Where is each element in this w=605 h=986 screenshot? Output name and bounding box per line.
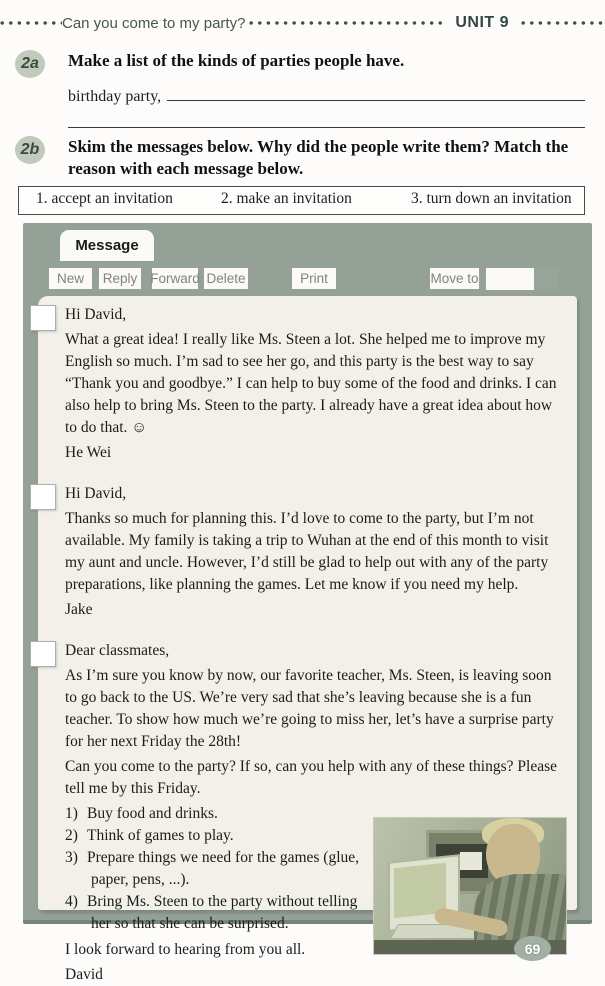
message-closing: I look forward to hearing from you all. — [65, 941, 306, 958]
answer-blank-line-1 — [167, 86, 585, 101]
dotted-rule-middle — [249, 20, 445, 26]
exercise-2a-badge: 2a — [15, 50, 45, 78]
message-he-wei — [65, 304, 567, 464]
message-checkbox[interactable] — [30, 484, 56, 510]
reason-turn-down: 3. turn down an invitation — [411, 190, 572, 207]
exercise-2a — [0, 50, 585, 128]
exercise-2a-answer-row — [68, 86, 585, 106]
exercise-2b — [0, 136, 585, 180]
message-checkbox[interactable] — [30, 305, 56, 331]
message-signature: David — [65, 966, 103, 983]
message-signature: He Wei — [65, 444, 112, 461]
list-item: 1) Buy food and drinks. — [65, 805, 218, 822]
message-greeting: Hi David, — [65, 485, 127, 502]
photo-frame — [460, 852, 482, 870]
tab-message[interactable]: Message — [60, 230, 154, 261]
reasons-box — [18, 186, 585, 215]
message-paragraph-1: As I’m sure you know by now, our favorite teacher, Ms. Steen, is leaving soon to go back to the US. We’re very sad that she’s leaving because she is a fun teacher. To show how much we’re going to miss her, let’s have a surprise party for her next Friday the 28th! — [65, 667, 554, 750]
forward-button[interactable]: Forward — [151, 267, 199, 290]
reply-button[interactable]: Reply — [98, 267, 142, 290]
move-to-dropdown[interactable] — [485, 267, 559, 291]
list-item: 3) Prepare things we need for the games (glue, paper, pens, ...). — [65, 849, 360, 888]
message-greeting: Dear classmates, — [65, 642, 170, 659]
dropdown-arrow-button[interactable] — [534, 268, 558, 290]
message-paragraph-2: Can you come to the party? If so, can you help with any of these things? Please tell me by this Friday. — [65, 758, 557, 797]
exercise-2a-prompt: birthday party, — [68, 88, 162, 105]
delete-button[interactable]: Delete — [203, 267, 249, 290]
list-item: 2) Think of games to play. — [65, 827, 234, 844]
page-number-badge: 69 — [514, 936, 551, 961]
new-button[interactable]: New — [48, 267, 93, 290]
exercise-2a-instruction: Make a list of the kinds of parties people have. — [68, 51, 405, 70]
message-body: Thanks so much for planning this. I’d love to come to the party, but I’m not available. My family is taking a trip to Wuhan at the end of this month to visit my aunt and uncle. However, I’d still be glad to help out with any of the party preparations, like planning the games. Let me know if you need my help. — [65, 510, 549, 593]
message-greeting: Hi David, — [65, 306, 127, 323]
unit-label: UNIT 9 — [455, 14, 509, 31]
exercise-2b-instruction: Skim the messages below. Why did the people write them? Match the reason with each message below. — [68, 137, 569, 178]
dotted-rule-left — [0, 20, 62, 26]
answer-blank-line-2 — [68, 127, 585, 128]
page-header-title: Can you come to my party? — [62, 14, 246, 32]
reason-make: 2. make an invitation — [221, 190, 352, 207]
message-jake — [65, 483, 567, 621]
message-checkbox[interactable] — [30, 641, 56, 667]
message-signature: Jake — [65, 601, 93, 618]
page-header — [0, 12, 605, 34]
message-david — [65, 640, 567, 986]
move-to-button[interactable]: Move to — [429, 267, 480, 290]
dotted-rule-right — [521, 20, 605, 26]
reason-accept: 1. accept an invitation — [36, 190, 173, 207]
print-button[interactable]: Print — [291, 267, 337, 290]
list-item: 4) Bring Ms. Steen to the party without telling her so that she can be surprised. — [65, 893, 358, 932]
exercise-2b-badge: 2b — [15, 136, 45, 164]
boy-at-laptop-photo — [373, 817, 567, 955]
message-body: What a great idea! I really like Ms. Steen a lot. She helped me to improve my English so much. I’m sad to see her go, and this party is the best way to say “Thank you and goodbye.” I can help to buy some of the food and drinks. I can also help to bring Ms. Steen to the party. I already have a great idea about how to do that. ☺ — [65, 331, 557, 436]
